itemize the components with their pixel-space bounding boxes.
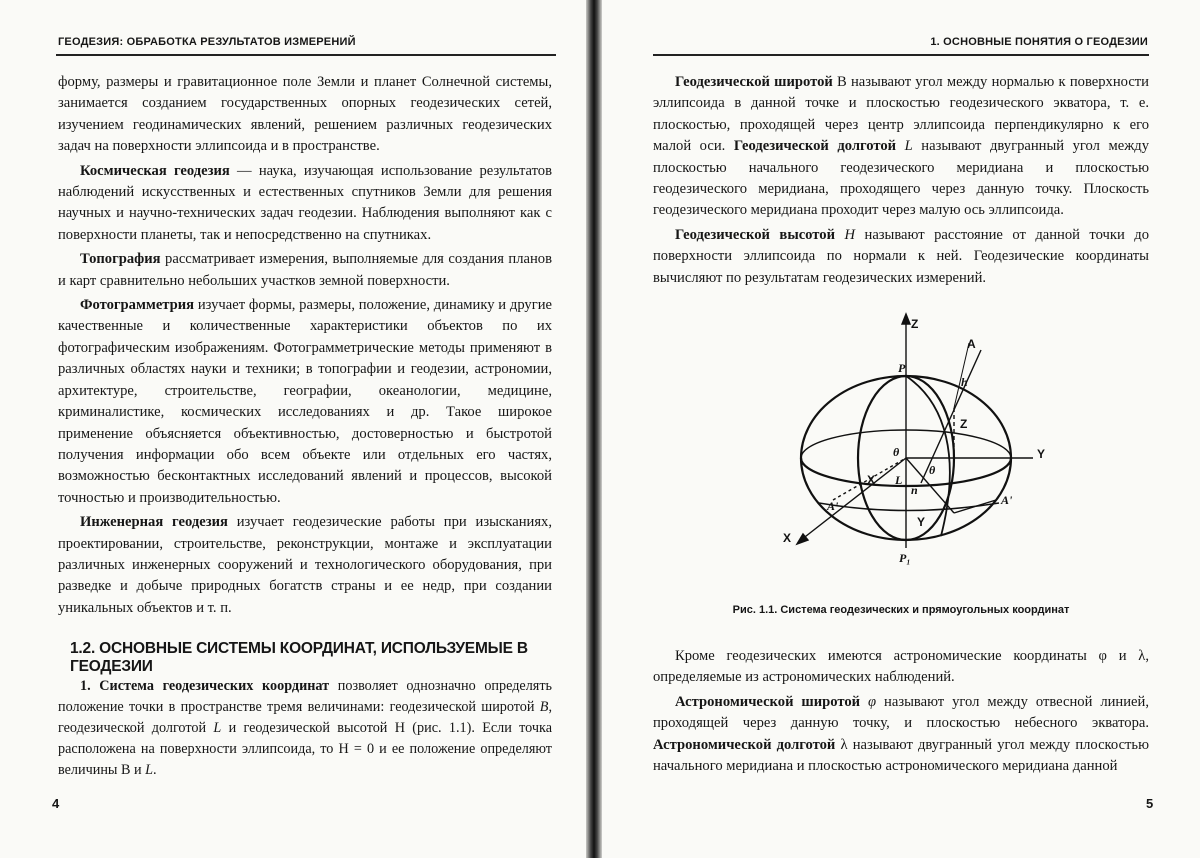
paragraph-text: — наука, изучающая использование результатов наблюдений искусственных и естественных спутников Земли для решения научных и научно-технических задач геодезии. Наблюдения выполняют как с поверхности планеты, так и непосредственно на спутниках. [58,162,552,243]
paragraph-astronomic-coordinates: Кроме геодезических имеются астрономические координаты φ и λ, определяемые из астрономических наблюдений. [653,648,1149,686]
paragraph-photogrammetry [58,295,552,509]
section-title: 1.2. ОСНОВНЫЕ СИСТЕМЫ КООРДИНАТ, ИСПОЛЬЗУЕМЫЕ В ГЕОДЕЗИИ [70,640,528,675]
label-point-a: A [967,337,976,351]
paragraph-text: изучает формы, размеры, положение, динамику и другие качественные и количественные характеристики объектов по их фотографическим изображениям. Фотограмметрические методы применяют в различных областях науки и техники; в топографии и геодезии, астрономии, архитектуре, строительстве, географии, океанологии, медицине, криминалистике, космических исследованиях и др. Такое широкое применение объясняется объективностью, достоверностью и быстротой получения информации обо всем объекте или отдельных его частях, возможностью бесконтактных исследований явлений и процессов, высокой точностью и производительностью. [58,297,552,506]
paragraph-topography [58,249,552,292]
label-z-axis: Z [911,317,919,331]
head-rule-right [653,54,1149,56]
term-photogrammetry: Фотограмметрия [80,297,195,314]
label-n: n [911,483,918,497]
term-geodetic-latitude: Геодезической широтой [675,74,833,90]
symbol-h: H [834,226,856,243]
paragraph-text: B называют угол между нормалью к поверхности эллипсоида в данной точке и плоскостью геодезического экватора, т. е. плоскостью, проходящей через центр эллипсоида перпендикулярно к его малой оси. [653,74,1149,155]
label-x-small: X [867,473,876,487]
paragraph-text: называют двугранный угол между плоскостью начального меридиана и плоскостью астрономического меридиана данной [653,736,1149,775]
term-astronomic-longitude: Астрономической долготой [653,736,836,753]
running-head-left: ГЕОДЕЗИЯ: ОБРАБОТКА РЕЗУЛЬТАТОВ ИЗМЕРЕНИЙ [58,36,356,48]
label-p-top: P [898,361,906,375]
paragraph-text: , геодезической долготой [58,699,552,736]
symbol-lambda: λ [835,736,848,753]
x-axis-line [801,458,906,540]
label-a-prime-left: A' [827,499,839,513]
paragraph-text: и геодезической высотой H (рис. 1.1). Если точка расположена на поверхности эллипсоида, то H = 0 и ее положение определяют величины B и [58,720,552,778]
term-space-geodesy: Космическая геодезия [80,162,230,179]
symbol-l: L [896,138,913,155]
label-theta-2: θ [929,463,936,477]
label-a-prime-right: A' [1001,493,1013,507]
left-page [0,0,587,858]
figure-coordinate-system [771,308,1071,573]
term-engineering-geodesy: Инженерная геодезия [80,514,228,531]
paragraph-space-geodesy [58,161,552,247]
paragraph-text: называют расстояние от данной точки до поверхности эллипсоида по нормали к ней. Геодезические координаты вычисляют по результатам геодезических измерений. [653,226,1149,286]
paragraph-engineering-geodesy [58,512,552,619]
running-head-right: 1. ОСНОВНЫЕ ПОНЯТИЯ О ГЕОДЕЗИИ [930,36,1148,48]
label-h: h [961,375,968,389]
figure-caption: Рис. 1.1. Система геодезических и прямоугольных координат [732,604,1070,616]
symbol-l: L [213,720,222,736]
label-z-small: Z [960,417,968,431]
label-theta-1: θ [893,445,900,459]
paragraph-astronomic-latitude [653,692,1149,778]
term-geodetic-height: Геодезической высотой [675,226,835,243]
paragraph-text: называют двугранный угол между плоскостью начального геодезического меридиана и плоскостью геодезического меридиана, проходящего через данную точку. Плоскость геодезического меридиана проходит через малую ось эллипсоида. [653,138,1150,219]
paragraph-text: рассматривает измерения, выполняемые для создания планов и карт сравнительно небольших участков земной поверхности. [58,251,552,289]
head-rule-left [56,54,556,56]
term-geodetic-system: 1. Система геодезических координат [80,678,330,694]
z-axis-arrow [902,314,910,324]
paragraph-text: называют угол между отвесной линией, проходящей через данную точку, и плоскостью небесного экватора. [653,693,1149,732]
paragraph-geodetic-latitude [653,72,1149,222]
label-y-axis: Y [1037,447,1046,461]
paragraph-text: позволяет однозначно определять положение точки в пространстве тремя величинами: геодезической широтой [58,678,553,715]
symbol-l: L [145,762,154,778]
term-topography: Топография [80,251,161,268]
symbol-b: B [539,699,549,715]
paragraph-continuation: форму, размеры и гравитационное поле Земли и планет Солнечной системы, занимается созданием государственных опорных геодезических сетей, изучением геодинамических явлений, решением различных геодезических задач на поверхности эллипсоида и в пространстве. [58,74,552,155]
symbol-phi: φ [860,693,877,710]
term-astronomic-latitude: Астрономической широтой [675,693,861,710]
label-x-axis: X [783,531,792,545]
book-gutter [586,0,602,858]
left-body-text [58,72,552,619]
page-number-left: 4 [52,796,60,811]
label-p-bottom: P₁ [899,551,911,565]
term-geodetic-longitude: Геодезической долготой [733,138,897,155]
right-body-text-2 [653,646,1149,777]
page-number-right: 5 [1146,796,1154,811]
label-l: L [895,473,903,487]
paragraph-text: . [153,762,157,778]
paragraph-text: изучает геодезические работы при изысканиях, проектировании, строительстве, реконструкции, монтаже и эксплуатации различных инженерных сооружений и технологического оборудования, при разведке и добыче природных богатств страны и ее недр, при создании уникальных объектов и т. п. [58,514,553,616]
label-y-small: Y [917,515,926,529]
right-body-text [653,72,1149,289]
right-page [601,0,1200,858]
ellipsoid-diagram [771,308,1071,573]
paragraph-geodetic-system [58,676,552,781]
left-body-text-2 [58,676,552,781]
paragraph-geodetic-height [653,225,1149,289]
